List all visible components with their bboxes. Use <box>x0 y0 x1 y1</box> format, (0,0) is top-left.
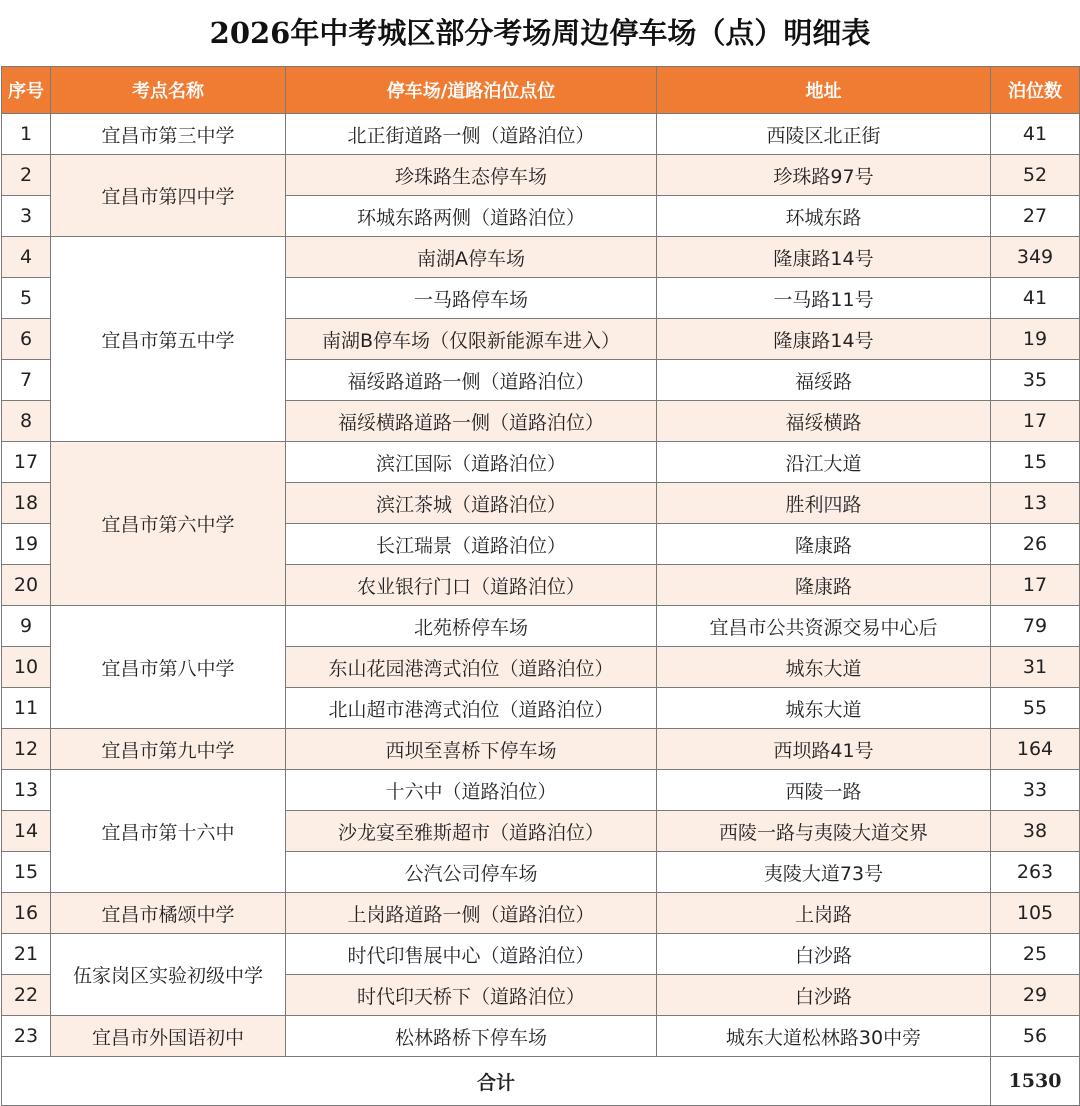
row-index: 5 <box>2 278 51 319</box>
venue-name: 宜昌市第四中学 <box>51 155 286 237</box>
venue-name: 宜昌市第十六中 <box>51 770 286 893</box>
spot-count: 41 <box>991 114 1080 155</box>
venue-name: 宜昌市第三中学 <box>51 114 286 155</box>
parking-lot: 南湖A停车场 <box>286 237 657 278</box>
row-index: 14 <box>2 811 51 852</box>
header-spots: 泊位数 <box>991 67 1080 114</box>
address: 隆康路14号 <box>657 237 991 278</box>
address: 宜昌市公共资源交易中心后 <box>657 606 991 647</box>
table-row <box>2 1016 1080 1057</box>
parking-lot: 南湖B停车场（仅限新能源车进入） <box>286 319 657 360</box>
address: 沿江大道 <box>657 442 991 483</box>
row-index: 12 <box>2 729 51 770</box>
table-row <box>2 934 1080 975</box>
total-row <box>2 1057 1080 1106</box>
table-row <box>2 729 1080 770</box>
parking-lot: 十六中（道路泊位） <box>286 770 657 811</box>
spot-count: 25 <box>991 934 1080 975</box>
spot-count: 41 <box>991 278 1080 319</box>
address: 珍珠路97号 <box>657 155 991 196</box>
spot-count: 29 <box>991 975 1080 1016</box>
parking-lot: 西坝至喜桥下停车场 <box>286 729 657 770</box>
address: 城东大道 <box>657 647 991 688</box>
spot-count: 35 <box>991 360 1080 401</box>
parking-lot: 农业银行门口（道路泊位） <box>286 565 657 606</box>
parking-lot: 公汽公司停车场 <box>286 852 657 893</box>
venue-name: 宜昌市第八中学 <box>51 606 286 729</box>
table-row <box>2 770 1080 811</box>
row-index: 23 <box>2 1016 51 1057</box>
address: 夷陵大道73号 <box>657 852 991 893</box>
spot-count: 164 <box>991 729 1080 770</box>
row-index: 20 <box>2 565 51 606</box>
address: 福绥横路 <box>657 401 991 442</box>
address: 西陵一路与夷陵大道交界 <box>657 811 991 852</box>
address: 隆康路14号 <box>657 319 991 360</box>
parking-lot: 北山超市港湾式泊位（道路泊位） <box>286 688 657 729</box>
spot-count: 19 <box>991 319 1080 360</box>
row-index: 2 <box>2 155 51 196</box>
venue-name: 宜昌市外国语初中 <box>51 1016 286 1057</box>
header-index: 序号 <box>2 67 51 114</box>
address: 白沙路 <box>657 934 991 975</box>
header-row <box>2 67 1080 114</box>
row-index: 7 <box>2 360 51 401</box>
row-index: 10 <box>2 647 51 688</box>
spot-count: 27 <box>991 196 1080 237</box>
spot-count: 263 <box>991 852 1080 893</box>
spot-count: 349 <box>991 237 1080 278</box>
parking-lot: 北苑桥停车场 <box>286 606 657 647</box>
address: 隆康路 <box>657 524 991 565</box>
parking-lot: 上岗路道路一侧（道路泊位） <box>286 893 657 934</box>
venue-name: 宜昌市第九中学 <box>51 729 286 770</box>
row-index: 15 <box>2 852 51 893</box>
row-index: 4 <box>2 237 51 278</box>
spot-count: 105 <box>991 893 1080 934</box>
row-index: 13 <box>2 770 51 811</box>
address: 隆康路 <box>657 565 991 606</box>
parking-lot: 滨江茶城（道路泊位） <box>286 483 657 524</box>
table-row <box>2 606 1080 647</box>
parking-lot: 一马路停车场 <box>286 278 657 319</box>
parking-lot: 珍珠路生态停车场 <box>286 155 657 196</box>
venue-name: 宜昌市第六中学 <box>51 442 286 606</box>
parking-lot: 北正街道路一侧（道路泊位） <box>286 114 657 155</box>
address: 一马路11号 <box>657 278 991 319</box>
table-row <box>2 442 1080 483</box>
address: 胜利四路 <box>657 483 991 524</box>
row-index: 8 <box>2 401 51 442</box>
spot-count: 52 <box>991 155 1080 196</box>
parking-table <box>1 66 1080 1106</box>
address: 环城东路 <box>657 196 991 237</box>
spot-count: 33 <box>991 770 1080 811</box>
spot-count: 55 <box>991 688 1080 729</box>
parking-lot: 沙龙宴至雅斯超市（道路泊位） <box>286 811 657 852</box>
table-row <box>2 893 1080 934</box>
row-index: 1 <box>2 114 51 155</box>
row-index: 3 <box>2 196 51 237</box>
parking-lot: 时代印售展中心（道路泊位） <box>286 934 657 975</box>
spot-count: 13 <box>991 483 1080 524</box>
parking-lot: 东山花园港湾式泊位（道路泊位） <box>286 647 657 688</box>
venue-name: 宜昌市第五中学 <box>51 237 286 442</box>
table-row <box>2 114 1080 155</box>
parking-lot: 福绥横路道路一侧（道路泊位） <box>286 401 657 442</box>
parking-lot: 长江瑞景（道路泊位） <box>286 524 657 565</box>
spot-count: 79 <box>991 606 1080 647</box>
spot-count: 26 <box>991 524 1080 565</box>
header-address: 地址 <box>657 67 991 114</box>
parking-lot: 福绥路道路一侧（道路泊位） <box>286 360 657 401</box>
total-value: 1530 <box>991 1057 1080 1106</box>
address: 城东大道松林路30中旁 <box>657 1016 991 1057</box>
parking-lot: 滨江国际（道路泊位） <box>286 442 657 483</box>
address: 白沙路 <box>657 975 991 1016</box>
table-row <box>2 155 1080 196</box>
row-index: 19 <box>2 524 51 565</box>
spot-count: 31 <box>991 647 1080 688</box>
table-row <box>2 237 1080 278</box>
header-venue: 考点名称 <box>51 67 286 114</box>
row-index: 21 <box>2 934 51 975</box>
row-index: 9 <box>2 606 51 647</box>
parking-lot: 环城东路两侧（道路泊位） <box>286 196 657 237</box>
row-index: 17 <box>2 442 51 483</box>
spot-count: 15 <box>991 442 1080 483</box>
header-parking-lot: 停车场/道路泊位点位 <box>286 67 657 114</box>
table-body <box>2 114 1080 1057</box>
row-index: 6 <box>2 319 51 360</box>
spot-count: 17 <box>991 565 1080 606</box>
venue-name: 伍家岗区实验初级中学 <box>51 934 286 1016</box>
spot-count: 56 <box>991 1016 1080 1057</box>
address: 上岗路 <box>657 893 991 934</box>
parking-lot: 松林路桥下停车场 <box>286 1016 657 1057</box>
page-title: 2026年中考城区部分考场周边停车场（点）明细表 <box>209 16 871 50</box>
row-index: 18 <box>2 483 51 524</box>
parking-lot: 时代印天桥下（道路泊位） <box>286 975 657 1016</box>
address: 西陵区北正街 <box>657 114 991 155</box>
row-index: 22 <box>2 975 51 1016</box>
spot-count: 38 <box>991 811 1080 852</box>
row-index: 11 <box>2 688 51 729</box>
spot-count: 17 <box>991 401 1080 442</box>
address: 西陵一路 <box>657 770 991 811</box>
total-label: 合计 <box>2 1057 991 1106</box>
venue-name: 宜昌市橘颂中学 <box>51 893 286 934</box>
row-index: 16 <box>2 893 51 934</box>
address: 城东大道 <box>657 688 991 729</box>
address: 福绥路 <box>657 360 991 401</box>
address: 西坝路41号 <box>657 729 991 770</box>
